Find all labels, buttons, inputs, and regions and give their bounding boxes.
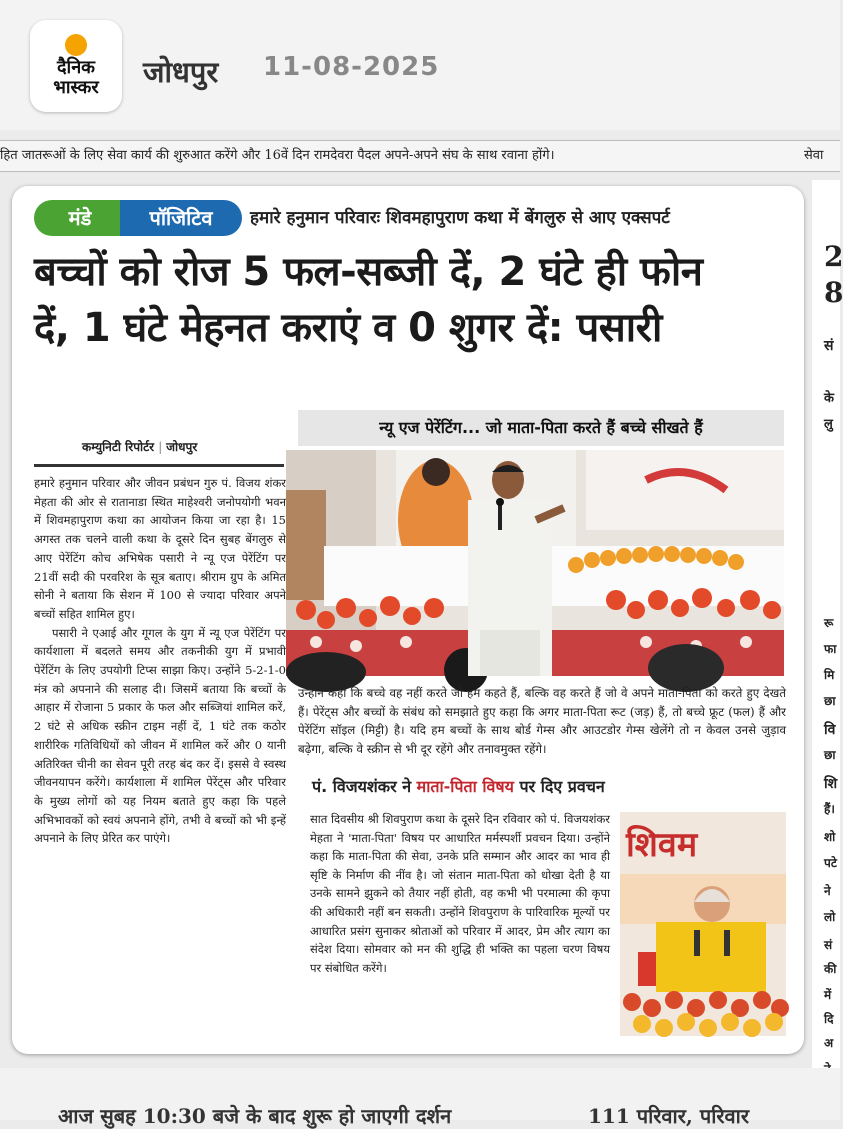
article-headline <box>34 244 794 356</box>
speaker-photo <box>620 812 786 1036</box>
article-tagline: हमारे हनुमान परिवारः शिवमहापुराण कथा में बेंगलुरु से आए एक्सपर्ट <box>250 208 670 228</box>
footer-text-left: आज सुबह 10:30 बजे के बाद शुरू हो जाएगी दर्शन <box>58 1104 452 1128</box>
tag-monday: मंडे <box>34 200 126 236</box>
adjacent-page-fragment: सं <box>824 938 833 952</box>
sun-icon <box>65 34 87 56</box>
adjacent-page-fragment: छा <box>824 694 836 708</box>
photo-title: न्यू एज पेरेंटिंग... जो माता-पिता करते हैं बच्चे सीखते हैं <box>298 410 784 446</box>
adjacent-page-fragment: की <box>824 962 837 976</box>
sub-headline <box>312 772 782 802</box>
adjacent-page-fragment: दि <box>824 1012 834 1026</box>
adjacent-page-fragment: फा <box>824 642 837 656</box>
adjacent-page-fragment: लु <box>824 417 833 432</box>
subhead-before: पं. विजयशंकर ने <box>312 777 417 796</box>
byline-rule <box>34 464 284 467</box>
edition-date[interactable]: 11-08-2025 <box>263 52 440 82</box>
adjacent-page-fragment: में <box>824 988 832 1002</box>
byline-author: कम्युनिटी रिपोर्टर <box>82 440 155 454</box>
adjacent-page-fragment: रू <box>824 616 834 630</box>
ticker-text-left: हित जातरूओं के लिए सेवा कार्य की शुरुआत करेंगे और 16वें दिन रामदेवरा पैदल अपने-अपने संघ के साथ रवाना होंगे। <box>0 148 555 163</box>
banner2-text: शिवम <box>626 825 698 865</box>
adjacent-page-fragment: शो <box>824 830 836 844</box>
ticker-text-right: सेवा <box>804 148 824 163</box>
headline-line1: बच्चों को रोज 5 फल-सब्जी दें, 2 घंटे ही फोन <box>34 249 703 295</box>
tag-positive: पॉजिटिव <box>120 200 242 236</box>
article-clipping[interactable] <box>12 186 804 1054</box>
logo-line1: दैनिक <box>56 57 96 78</box>
byline: कम्युनिटी रिपोर्टर | जोधपुर <box>82 440 198 454</box>
photo-caption: उन्होंने कहा कि बच्चे वह नहीं करते जो हम कहते हैं, बल्कि वह करते हैं जो वे अपने माता-पिता को करते हुए देखते हैं। पेरेंट्स और बच्चों के संबंध को समझाते हुए कहा कि अगर माता-पिता रूट (जड़) हैं, तो बच्चे फ्रूट (फल) हैं और पेरेंटिंग सॉइल (मिट्टी) है। यदि हम बच्चों के साथ बोर्ड गेम्स और आउटडोर गेम्स खेलेंगे तो न केवल उनसे जुड़ाव बढ़ेगा, बल्कि वे स्क्रीन से भी दूर रहेंगे और तनावमुक्त रहेंगे। <box>298 686 786 756</box>
subhead-highlight: माता-पिता विषय <box>416 777 514 796</box>
article-tag-row <box>34 200 794 236</box>
adjacent-page-fragment: लो <box>824 910 836 924</box>
adjacent-page-fragment: सं <box>824 338 834 354</box>
body-paragraph-1: हमारे हनुमान परिवार और जीवन प्रबंधन गुरु पं. विजय शंकर मेहता की ओर से रातानाडा स्थित माहेश्वरी जनोपयोगी भवन में शिवमहापुराण कथा का आयोजन किया जा रहा है। 15 अगस्त तक चलने वाली कथा के दूसरे दिन सुबह बेंगलुरु से आए पेरेंटिंग कोच अभिषेक पसारी ने न्यू एज पेरेंटिंग पर 21वीं सदी की परवरिश के सूत्र बताए। श्रीराम ग्रुप के अमित सोनी ने बताया कि सेशन में 100 से ज्यादा परिवार अपने बच्चों सहित शामिल हुए। <box>34 476 286 621</box>
body-paragraph-2: पसारी ने एआई और गूगल के युग में न्यू एज पेरेंटिंग पर कार्यशाला में बदलते समय और तकनीकी युग में प्रभावी पेरेंटिंग के लिए उपयोगी टिप्स साझा किए। उन्होंने 5-2-1-0 मंत्र को अपनाने की सलाह दी। जिसमें बताया कि बच्चों के आहार में रोजाना 5 प्रकार के फल और सब्जियां शामिल करें, 2 घंटे से अधिक स्क्रीन टाइम नहीं दें, 1 घंटे तक कठोर शारीरिक गतिविधियों को जीवन में शामिल करें और 0 यानी अतिरिक्त चीनी का सेवन पूरी तरह बंद कर दें। इससे वे स्वस्थ जीवनयापन करेंगे। कार्यशाला में शामिल पेरेंट्स और परिवार के मुख्य लोगों को यह नियम बताते हुए कहा कि पहले अभिभावकों को स्वयं अपनाने होंगे, तभी वे बच्चों को भी इन्हें अपनाने के लिए प्रेरित कर पाएंगे। <box>34 625 286 846</box>
subhead-after: पर दिए प्रवचन <box>513 777 605 796</box>
dainik-bhaskar-logo[interactable] <box>30 20 122 112</box>
adjacent-page-fragment: 8 <box>824 276 843 309</box>
adjacent-page-fragment: छा <box>824 748 836 762</box>
adjacent-page-fragment: 2 <box>824 240 843 273</box>
footer-text-right: 111 परिवार, परिवार <box>588 1104 750 1128</box>
byline-place: जोधपुर <box>166 440 198 454</box>
next-article-strip <box>0 1068 840 1128</box>
adjacent-page-fragment: अ <box>824 1036 834 1050</box>
adjacent-page-fragment: हैं। <box>824 802 835 816</box>
article-body-left-column <box>34 474 286 848</box>
edition-city[interactable]: जोधपुर <box>143 55 219 89</box>
adjacent-page-clipped <box>812 180 843 1070</box>
adjacent-page-fragment: शि <box>824 776 838 792</box>
previous-article-strip <box>0 140 840 172</box>
app-header <box>0 0 840 130</box>
adjacent-page-fragment: के <box>824 391 834 406</box>
workshop-photo <box>286 450 784 676</box>
adjacent-page-fragment: वि <box>824 722 836 738</box>
article-body-right-column: सात दिवसीय श्री शिवपुराण कथा के दूसरे दिन रविवार को पं. विजयशंकर मेहता ने 'माता-पिता' विषय पर आधारित मर्मस्पर्शी प्रवचन दिया। उन्होंने कहा कि माता-पिता की सेवा, उनके प्रति सम्मान और आदर का भाव ही सृष्टि के निर्माण की नींव है। जो संतान माता-पिता को धोखा देती है या उनके सामने झुकने को तैयार नहीं होती, वह कभी भी परमात्मा की कृपा की अधिकारी नहीं बन सकती। उन्होंने शिवपुराण के पारिवारिक मूल्यों पर आधारित प्रसंग सुनाकर श्रोताओं को परिवार में आदर, प्रेम और त्याग का संदेश दिया। सोमवार को मन की शुद्धि ही भक्ति का पहला चरण विषय पर संबोधित करेंगे। <box>310 812 610 975</box>
adjacent-page-fragment: मि <box>824 668 835 682</box>
headline-line2: दें, 1 घंटे मेहनत कराएं व 0 शुगर दें: पसारी <box>34 305 662 351</box>
adjacent-page-fragment: ने <box>824 884 831 898</box>
logo-line2: भास्कर <box>53 77 99 98</box>
adjacent-page-fragment: पटे <box>824 856 837 870</box>
